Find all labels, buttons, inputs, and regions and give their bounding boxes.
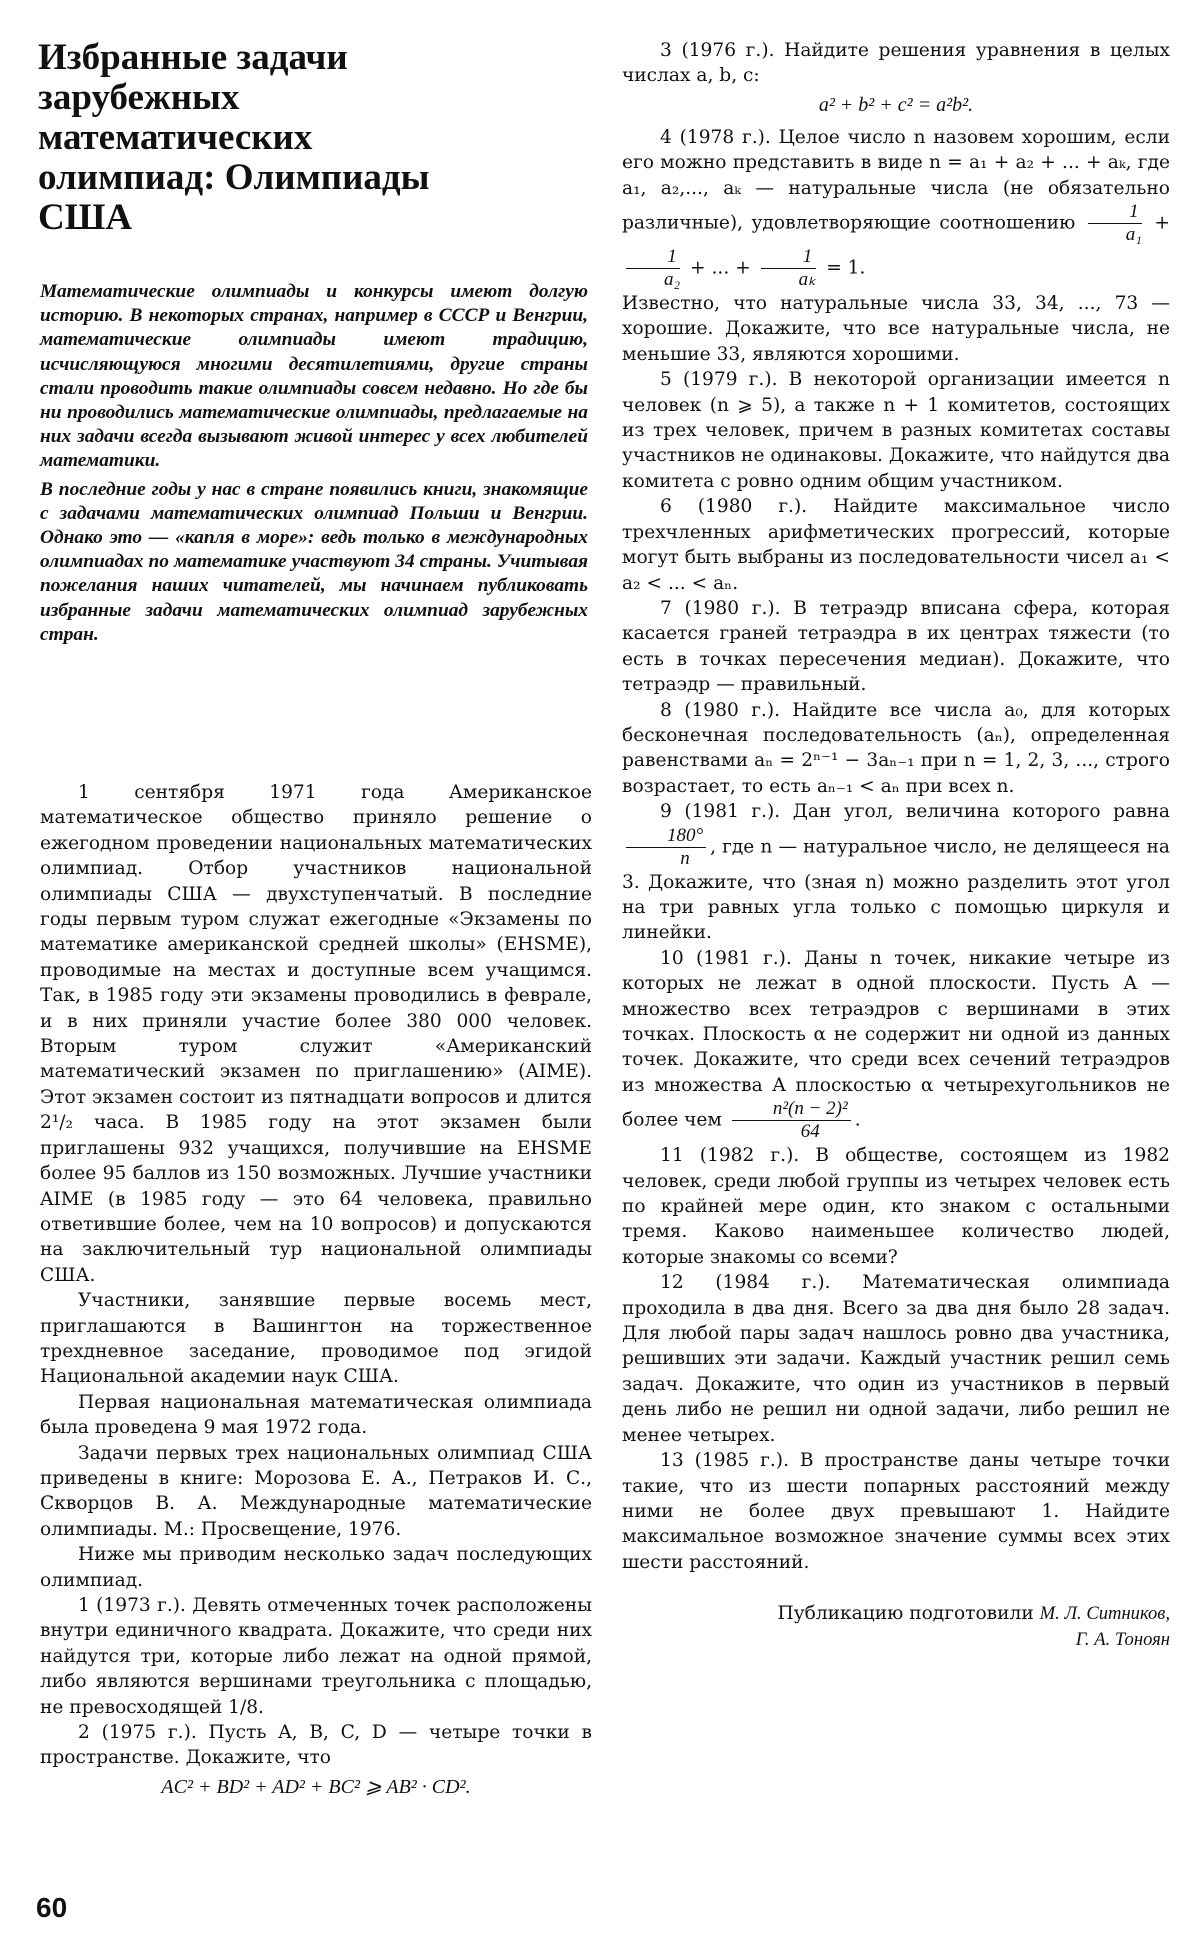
problem-4-part-b: Известно, что натуральные числа 33, 34, ..., 73 — хорошие. Докажите, что все натуральные числа, не меньшие 33, являются хорошими.: [622, 293, 1170, 365]
page-number: 60: [36, 1892, 68, 1923]
article-title: Избранные задачи зарубежных математических олимпиад: Олимпиады США: [38, 37, 430, 238]
formula-problem-3: a² + b² + c² = a²b².: [818, 93, 974, 116]
lead-paragraph: Математические олимпиады и конкурсы имеют долгую историю. В некоторых странах, например в СССР и Венгрии, математические олимпиады имеют традицию, исчисляющуюся многими десятилетиями, другие страны стали проводить такие олимпиады совсем недавно. Но где бы ни проводились математические олимпиады, предлагаемые на них задачи всегда вызывают живой интерес у всех любителей математики.: [40, 281, 588, 472]
body-paragraph: Участники, занявшие первые восемь мест, приглашаются в Вашингтон на торжественное трехдневное заседание, проводимое под эгидой Национальной академии наук США.: [40, 1290, 592, 1388]
problem-8: 8 (1980 г.). Найдите все числа a₀, для которых бесконечная последовательность (aₙ), определенная равенствами aₙ = 2ⁿ⁻¹ − 3aₙ₋₁ при n = 1, 2, 3, ..., строго возрастает, то есть aₙ₋₁ < aₙ при всех n.: [622, 699, 1170, 797]
problem-13: 13 (1985 г.). В пространстве даны четыре точки такие, что из шести попарных расстояний между ними не более двух превышают 1. Найдите максимальное возможное значение суммы всех этих шести расстояний.: [622, 1450, 1170, 1573]
problem-3: 3 (1976 г.). Найдите решения уравнения в целых числах a, b, c:: [622, 40, 1170, 87]
lead-abstract: [40, 280, 588, 651]
problem-4-part-a: 4 (1978 г.). Целое число n назовем хорошим, если его можно представить в виде n = a₁ + a₂ + ... + aₖ, где a₁, a₂,..., aₖ — натуральные числа (не обязательно различные), удовлетворяющие соотношению $\frac{1}{\text{a₁}}$ + $\frac{1}{\text{a₂}}$ + ... + $\frac{1}{\text{aₖ}}$ = 1.: [622, 126, 1170, 291]
signature-author-2: Г. А. Тоноян: [1075, 1629, 1170, 1651]
fraction-1-over-a2: $\frac{1}{\text{a₂}}$: [626, 246, 680, 291]
fraction-1-over-ak: $\frac{1}{\text{aₖ}}$: [761, 246, 817, 291]
problem-10: 10 (1981 г.). Даны n точек, никакие четыре из которых не лежат в одной плоскости. Пусть A — множество всех тетраэдров с вершинами в этих точках. Плоскость α не содержит ни одной из данных точек. Докажите, что среди всех сечений тетраэдров из множества A плоскостью α четырехугольников не более чем $\frac{\text{n²(n − 2)²}}{64}$ .: [622, 947, 1170, 1143]
fraction-180-over-n: $\frac{180^\circ}{n}$: [626, 825, 706, 870]
problem-11: 11 (1982 г.). В обществе, состоящем из 1982 человек, среди любой группы из четырех человек есть по крайней мере один, кто знаком с остальными тремя. Каково наименьшее количество людей, которые знакомы со всеми?: [622, 1145, 1170, 1268]
fraction-1-over-a1: $\frac{1}{\text{a₁}}$: [1088, 201, 1142, 246]
body-paragraph: Задачи первых трех национальных олимпиад США приведены в книге: Морозова Е. А., Петраков И. С., Скворцов В. А. Международные математические олимпиады. М.: Просвещение, 1976.: [40, 1442, 592, 1540]
problem-5: 5 (1979 г.). В некоторой организации имеется n человек (n ⩾ 5), а также n + 1 комитетов, состоящих из трех человек, причем в разных комитетах составы участников не одинаковы. Докажите, что найдутся два комитета с ровно одним общим участником.: [622, 369, 1170, 492]
problem-12: 12 (1984 г.). Математическая олимпиада проходила в два дня. Всего за два дня было 28 задач. Для любой пары задач нашлось ровно два участника, решивших эти задачи. Каждый участник решил семь задач. Докажите, что один из участников в первый день либо не решил ни одной задачи, либо решил не менее четырех.: [622, 1272, 1170, 1446]
left-column-body: [40, 780, 592, 1807]
problem-1: 1 (1973 г.). Девять отмеченных точек расположены внутри единичного квадрата. Докажите, что среди них найдутся три, которые либо лежат на одной прямой, либо являются вершинами треугольника с площадью, не превосходящей 1/8.: [40, 1595, 592, 1718]
right-column-body: [622, 38, 1170, 1653]
lead-paragraph: В последние годы у нас в стране появились книги, знакомящие с задачами математических олимпиад Польши и Венгрии. Однако это — «капля в море»: ведь только в международных олимпиадах по математике участвуют 34 страны. Учитывая пожелания наших читателей, мы начинаем публиковать избранные задачи математических олимпиад зарубежных стран.: [40, 478, 588, 645]
body-paragraph: Ниже мы приводим несколько задач последующих олимпиад.: [40, 1544, 592, 1591]
fraction-ellipsis: + ... +: [690, 257, 751, 279]
problem-9: 9 (1981 г.). Дан угол, величина которого равна $\frac{180^\circ}{n}$ , где n — натуральное число, не делящееся на 3. Докажите, что (зная n) можно разделить этот угол на три равных угла только с помощью циркуля и линейки.: [622, 801, 1170, 944]
body-paragraph: Первая национальная математическая олимпиада была проведена 9 мая 1972 года.: [40, 1391, 592, 1439]
problem-6: 6 (1980 г.). Найдите максимальное число трехчленных арифметических прогрессий, которые могут быть выбраны из последовательности чисел a₁ < a₂ < ... < aₙ.: [622, 496, 1170, 594]
signature-author-1: М. Л. Ситников,: [1039, 1603, 1170, 1625]
problem-7: 7 (1980 г.). В тетраэдр вписана сфера, которая касается граней тетраэдра в их центрах тяжести (то есть в точках пересечения медиан). Докажите, что тетраэдр — правильный.: [622, 597, 1170, 696]
fraction-equals: = 1.: [826, 257, 866, 279]
formula-problem-2: AC² + BD² + AD² + BC² ⩾ AB² · CD².: [161, 1775, 471, 1798]
fraction-problem-10: $\frac{\text{n²(n − 2)²}}{64}$: [732, 1098, 851, 1143]
signature-prefix: Публикацию подготовили: [777, 1603, 1034, 1625]
body-paragraph: 1 сентября 1971 года Американское математическое общество приняло решение о ежегодном проведении национальных математических олимпиад. Отбор участников национальной олимпиады США — двухступенчатый. В последние годы первым туром служат ежегодные «Экзамены по математике американской средней школы» (EHSME), проводимые на местах и доступные всем учащимся. Так, в 1985 году эти экзамены проводились в феврале, и в них приняли участие более 380 000 человек. Вторым туром служит «Американский математический экзамен по приглашению» (AIME). Этот экзамен состоит из пятнадцати вопросов и длится 2¹/₂ часа. В 1985 году на этот экзамен были приглашены 932 учащихся, получившие на EHSME более 95 баллов из 150 возможных. Лучшие участники AIME (в 1985 году — это 64 человека, правильно ответившие более, чем на 10 вопросов) и допускаются на заключительный тур национальной олимпиады США.: [40, 782, 592, 1286]
problem-2: 2 (1975 г.). Пусть A, B, C, D — четыре точки в пространстве. Докажите, что: [40, 1722, 592, 1769]
problem-4-text: 4 (1978 г.). Целое число n назовем хорошим, если его можно представить в виде n = a₁ + a₂ + ... + aₖ, где a₁, a₂,..., aₖ — натуральные числа (не обязательно различные), удовлетворяющие соотношению: [622, 126, 1170, 234]
signature: [622, 1601, 1170, 1653]
